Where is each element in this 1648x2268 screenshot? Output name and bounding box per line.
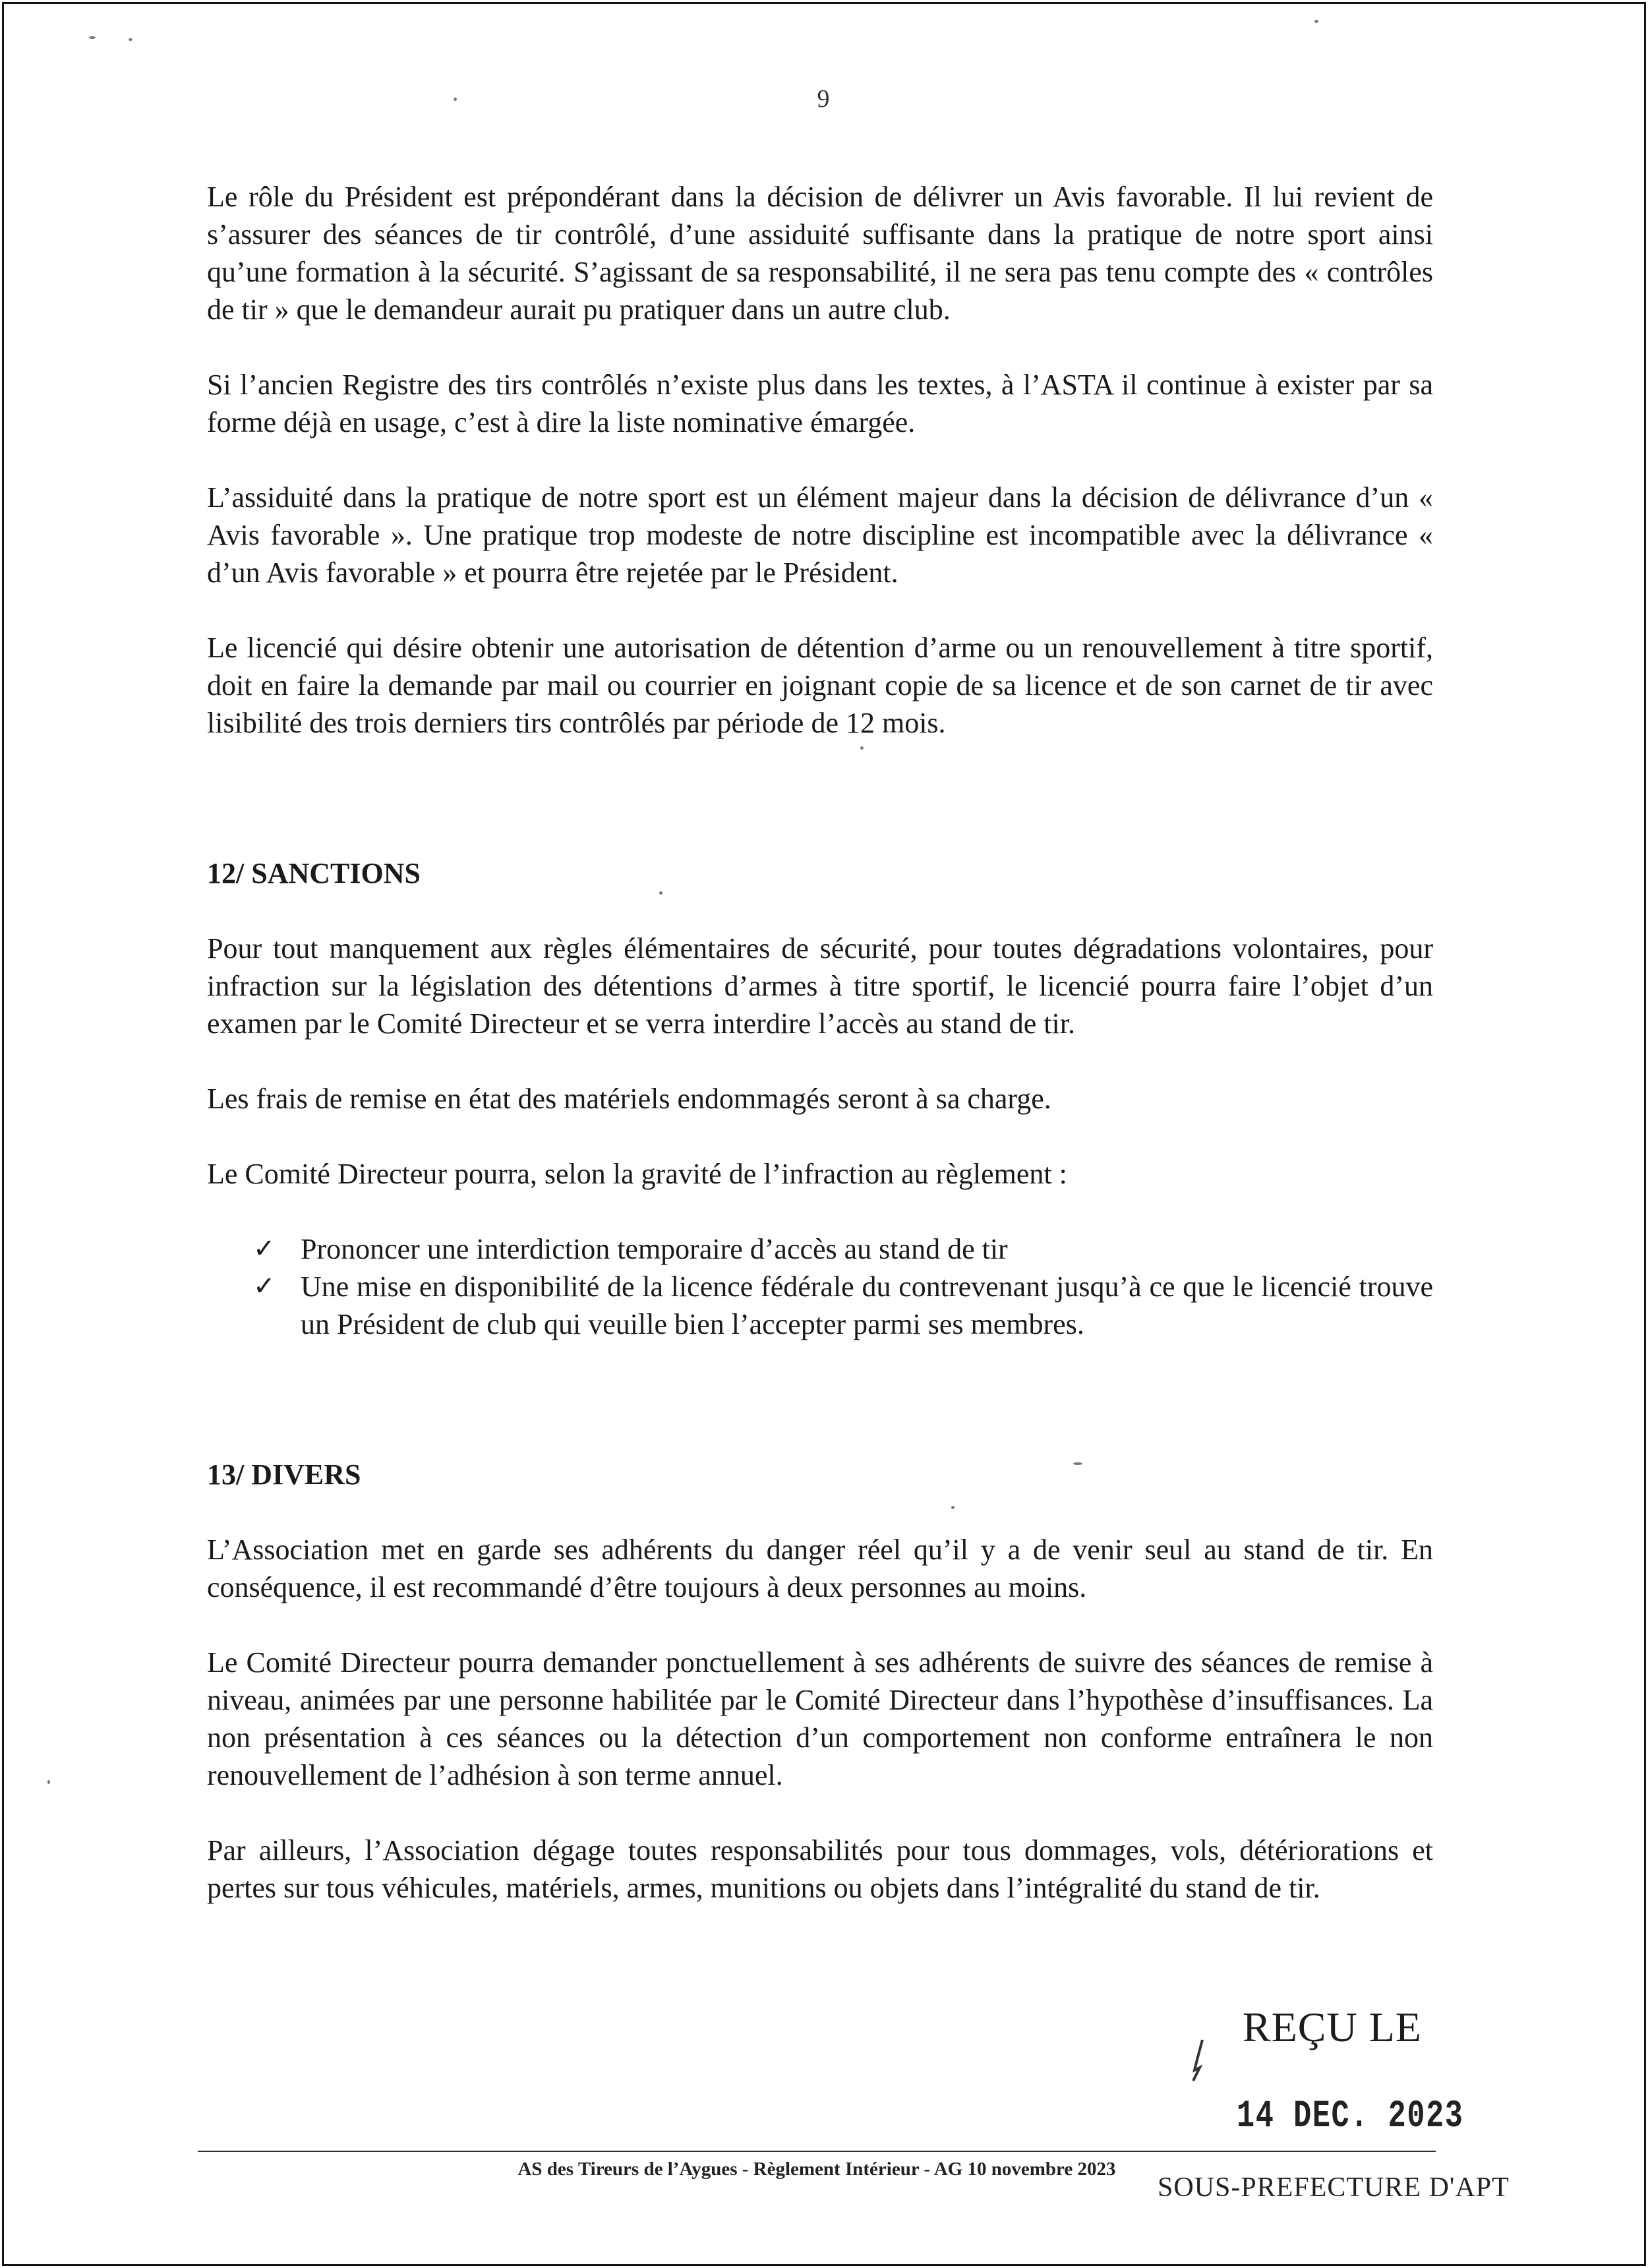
sanctions-list xyxy=(207,1230,1433,1343)
list-item xyxy=(253,1268,1433,1343)
paragraph-demande: Le licencié qui désire obtenir une autorisation de détention d’arme ou un renouvellement à titre sportif, doit en faire la demande par mail ou courrier en joignant copie de sa licence et de son carnet de tir avec lisibilité des trois derniers tirs contrôlés par période de 12 mois. xyxy=(207,632,1433,739)
paragraph-danger: L’Association met en garde ses adhérents du danger réel qu’il y a de venir seul au stand de tir. En conséquence, il est recommandé d’être toujours à deux personnes au moins. xyxy=(207,1534,1433,1603)
paragraph-responsabilites: Par ailleurs, l’Association dégage toutes responsabilités pour tous dommages, vols, détériorations et pertes sur tous véhicules, matériels, armes, munitions ou objets dans l’intégralité du stand de tir. xyxy=(207,1834,1433,1904)
document-body xyxy=(207,178,1433,1907)
list-item xyxy=(253,1230,1433,1268)
paragraph-president-role: Le rôle du Président est prépondérant dans la décision de délivrer un Avis favorable. Il lui revient de s’assurer des séances de tir contrôlé, d’une assiduité suffisante dans la pratique de notre sport ainsi qu’une formation à la sécurité. S’agissant de sa responsabilité, il ne sera pas tenu compte des « contrôles de tir » que le demandeur aurait pu pratiquer dans un autre club. xyxy=(207,181,1433,326)
stamp-ink-mark xyxy=(1188,2037,1208,2083)
section-title-divers: 13/ DIVERS xyxy=(207,1458,361,1491)
scan-speck xyxy=(129,38,132,41)
page-number: 9 xyxy=(817,85,830,113)
scan-speck xyxy=(89,36,96,39)
section-title-sanctions: 12/ SANCTIONS xyxy=(207,857,421,889)
stamp-date: 14 DEC. 2023 xyxy=(1237,2095,1464,2138)
checkmark-icon: ✓ xyxy=(253,1271,276,1301)
paragraph-registre: Si l’ancien Registre des tirs contrôlés n’existe plus dans les textes, à l’ASTA il continue à exister par sa forme déjà en usage, c’est à dire la liste nominative émargée. xyxy=(207,369,1433,438)
paragraph-assiduite: L’assiduité dans la pratique de notre sport est un élément majeur dans la décision de délivrance d’un « Avis favorable ». Une pratique trop modeste de notre discipline est incompatible avec la délivrance « d’un Avis favorable » et pourra être rejetée par le Président. xyxy=(207,481,1433,589)
footer-divider xyxy=(198,2151,1436,2152)
list-item-text: Une mise en disponibilité de la licence fédérale du contrevenant jusqu’à ce que le licencié trouve un Président de club qui veuille bien l’accepter parmi ses membres. xyxy=(301,1270,1433,1340)
checkmark-icon: ✓ xyxy=(253,1234,276,1264)
paragraph-remise-niveau: Le Comité Directeur pourra demander ponctuellement à ses adhérents de suivre des séances de remise à niveau, animées par une personne habilitée par le Comité Directeur dans l’hypothèse d’insuffisances. La non présentation à ces séances ou la détection d’un comportement non conforme entraînera le non renouvellement de l’adhésion à son terme annuel. xyxy=(207,1646,1433,1791)
stamp-received-label: REÇU LE xyxy=(1243,2004,1422,2050)
list-item-text: Prononcer une interdiction temporaire d’accès au stand de tir xyxy=(301,1233,1008,1265)
stamp-office: SOUS-PREFECTURE D'APT xyxy=(1158,2172,1510,2203)
paragraph-comite-pourra: Le Comité Directeur pourra, selon la gravité de l’infraction au règlement : xyxy=(207,1158,1067,1190)
scan-speck xyxy=(1314,20,1318,23)
scan-speck xyxy=(47,1780,50,1784)
paragraph-frais: Les frais de remise en état des matériels endommagés seront à sa charge. xyxy=(207,1083,1051,1115)
paragraph-manquement: Pour tout manquement aux règles élémentaires de sécurité, pour toutes dégradations volontaires, pour infraction sur la législation des détentions d’armes à titre sportif, le licencié pourra faire l’objet d’un examen par le Comité Directeur et se verra interdire l’accès au stand de tir. xyxy=(207,932,1433,1040)
footer-text: AS des Tireurs de l’Aygues - Règlement Intérieur - AG 10 novembre 2023 xyxy=(517,2159,1116,2180)
scan-speck xyxy=(454,98,457,101)
